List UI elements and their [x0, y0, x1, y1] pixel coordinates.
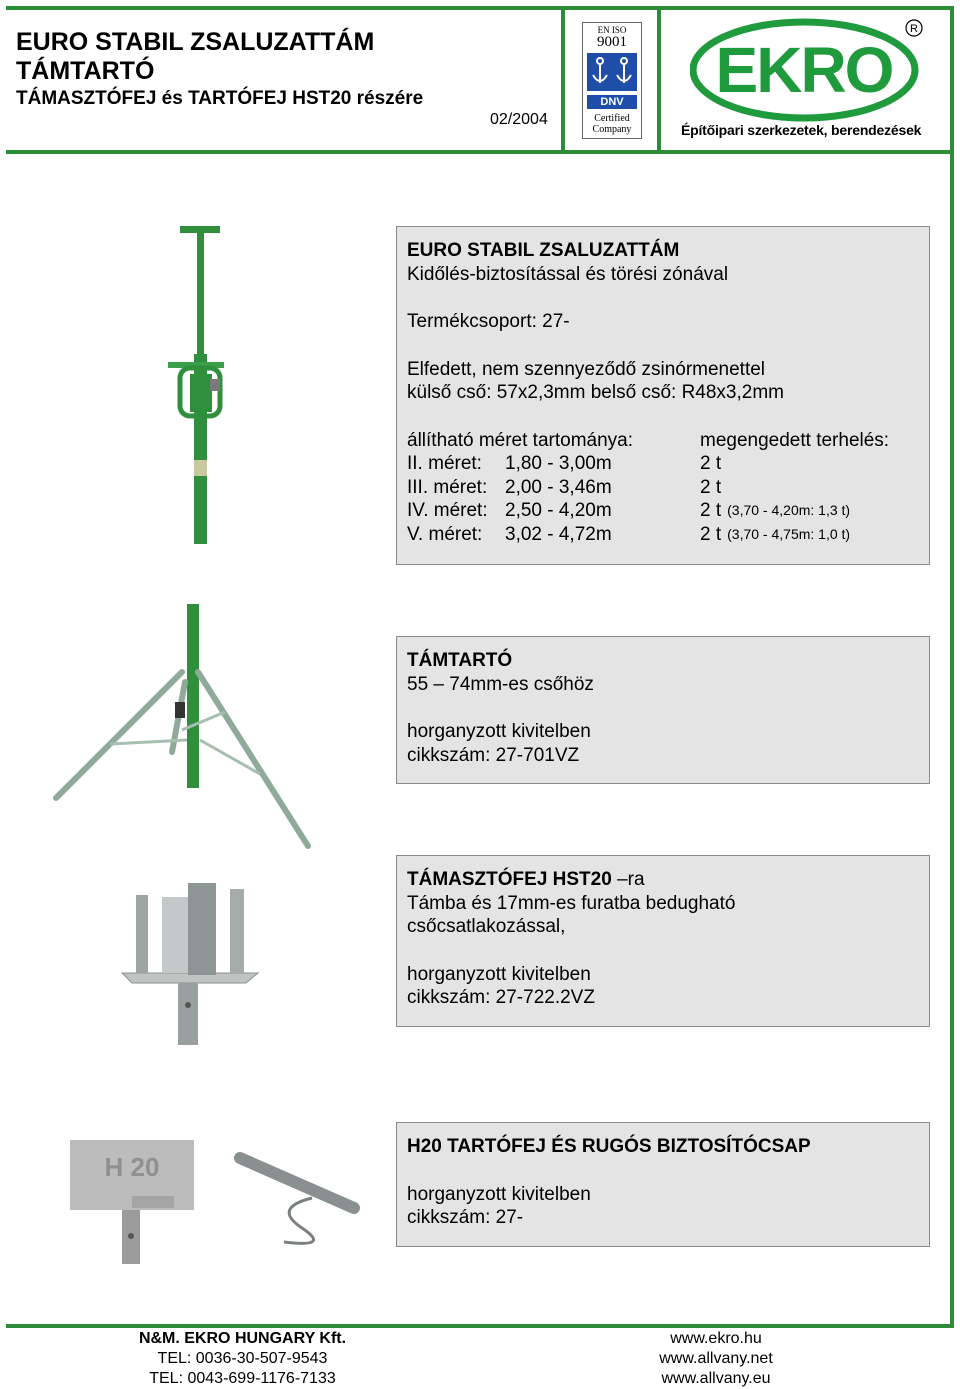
header-divider: [657, 6, 661, 154]
forkhead-description: csőcsatlakozással,: [407, 916, 566, 937]
h20-head-illustration: [62, 1138, 367, 1273]
header-top-rule: [6, 6, 954, 10]
forkhead-article-number: cikkszám: 27-722.2VZ: [407, 987, 595, 1008]
size-label: IV. méret:: [407, 500, 488, 521]
size-load: 2 t: [700, 453, 722, 474]
size-row: [407, 452, 919, 476]
forkhead-info-box: [396, 855, 930, 1027]
size-label: V. méret:: [407, 523, 483, 545]
cert-caption: [583, 113, 641, 135]
page-right-rule: [950, 6, 954, 1328]
iso-certificate-badge: [582, 22, 642, 139]
registered-mark: R: [910, 23, 918, 35]
prop-tube-spec: külső cső: 57x2,3mm belső cső: R48x3,2mm: [407, 382, 784, 403]
phone-number: TEL: 0036-30-507-9543: [157, 1350, 328, 1367]
size-row: [407, 499, 919, 523]
tripod-description: 55 – 74mm-es csőhöz: [407, 673, 594, 695]
h20-article-number: cikkszám: 27-: [407, 1207, 524, 1228]
size-range: 2,50 - 4,20m: [505, 500, 612, 521]
tripod-illustration: [50, 602, 320, 857]
size-load-note: (3,70 - 4,75m: 1,0 t): [727, 525, 851, 542]
anchor-icon: [587, 53, 637, 91]
size-label: II. méret:: [407, 453, 482, 474]
prop-info-box: [396, 226, 930, 565]
header-divider: [561, 6, 565, 154]
load-header: megengedett terhelés:: [700, 429, 890, 451]
footer-contact: [110, 1329, 375, 1389]
prop-description: Elfedett, nem szennyeződő zsinórmenettel: [407, 358, 766, 380]
h20-info-box: [396, 1122, 930, 1247]
forkhead-description: Támba és 17mm-es furatba bedugható: [407, 892, 736, 914]
logo-wordmark: EKRO: [715, 34, 893, 106]
size-load: 2 t: [700, 523, 722, 545]
title-line: EURO STABIL ZSALUZATTÁM: [16, 28, 375, 56]
footer-websites: [620, 1329, 812, 1389]
forkhead-illustration: [118, 875, 263, 1055]
tripod-article-number: cikkszám: 27-701VZ: [407, 744, 580, 766]
title-line: TÁMTARTÓ: [16, 57, 155, 85]
dnv-badge: DNV: [587, 95, 637, 109]
cert-number: 9001: [597, 34, 627, 50]
forkhead-finish: horganyzott kivitelben: [407, 963, 591, 985]
size-load-note: (3,70 - 4,20m: 1,3 t): [727, 502, 851, 518]
prop-subtitle: Kidőlés-biztosítással és törési zónával: [407, 263, 729, 285]
range-header: állítható méret tartománya:: [407, 429, 633, 451]
website-link[interactable]: www.allvany.net: [659, 1350, 773, 1367]
size-load: 2 t: [700, 500, 722, 521]
product-group: Termékcsoport: 27-: [407, 311, 570, 332]
header-bottom-rule: [6, 150, 954, 154]
page-title: [16, 28, 556, 86]
prop-title: EURO STABIL ZSALUZATTÁM: [407, 240, 680, 261]
prop-illustration: [150, 224, 250, 554]
size-load: 2 t: [700, 476, 722, 498]
size-label: III. méret:: [407, 476, 488, 498]
company-slogan: Építőipari szerkezetek, berendezések: [681, 122, 922, 138]
size-range: 2,00 - 3,46m: [505, 476, 612, 498]
cert-caption-line: Certified: [594, 113, 630, 124]
document-date: 02/2004: [490, 111, 548, 128]
phone-number: TEL: 0043-699-1176-7133: [149, 1370, 336, 1387]
size-range: 1,80 - 3,00m: [505, 453, 612, 474]
cert-caption-line: Company: [592, 124, 632, 135]
forkhead-title-suffix: –ra: [611, 869, 645, 890]
forkhead-title: TÁMASZTÓFEJ HST20: [407, 869, 612, 890]
tripod-finish: horganyzott kivitelben: [407, 721, 591, 742]
page-subtitle: TÁMASZTÓFEJ és TARTÓFEJ HST20 részére: [16, 88, 424, 109]
spring-pin-icon: [240, 1158, 354, 1243]
size-row: [407, 523, 919, 547]
size-row: [407, 476, 919, 500]
ekro-logo: [690, 18, 926, 124]
h20-plate-marking: H 20: [104, 1152, 160, 1182]
h20-title: H20 TARTÓFEJ ÉS RUGÓS BIZTOSÍTÓCSAP: [407, 1136, 811, 1157]
tripod-info-box: [396, 636, 930, 784]
h20-finish: horganyzott kivitelben: [407, 1183, 591, 1205]
company-name: N&M. EKRO HUNGARY Kft.: [138, 1330, 347, 1347]
forkhead-title-line: [407, 868, 919, 892]
size-range: 3,02 - 4,72m: [505, 523, 612, 545]
cert-standard: EN ISO: [597, 25, 627, 35]
size-table-header: [407, 429, 919, 453]
website-link[interactable]: www.allvany.eu: [661, 1370, 771, 1387]
tripod-title: TÁMTARTÓ: [407, 650, 513, 671]
website-link[interactable]: www.ekro.hu: [670, 1330, 762, 1347]
footer-top-rule: [6, 1324, 954, 1328]
